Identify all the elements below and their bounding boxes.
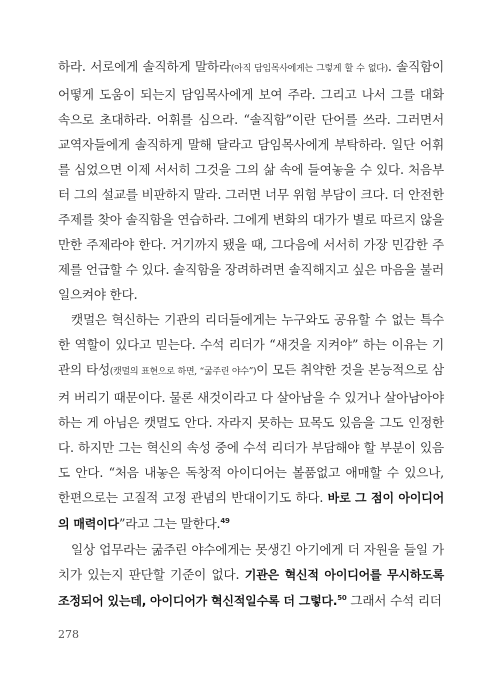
paragraph-2-text-3: ”라고 그는 말한다.	[118, 516, 221, 531]
footnote-ref-50: 50	[337, 594, 347, 602]
paragraph-3-text-1: 일상 업무라는 굶주린 야수에게는 못생긴 아기에게 더 자원을 들일 가치가 있는지 판단할 기준이 없다.	[58, 542, 444, 582]
paragraph-3	[58, 537, 444, 614]
page-number: 278	[58, 628, 79, 641]
paragraph-2-emphasis: 바로 그 점이 아이디어의 매력이다	[58, 491, 444, 531]
paragraph-3-emphasis: 기관은 혁신적 아이디어를 무시하도록 조정되어 있는데, 아이디어가 혁신적일수록 더 그렇다.	[58, 568, 444, 608]
paragraph-2-aside: (캣멀의 표현으로 하면, “굶주린 야수”)	[109, 367, 257, 377]
paragraph-1-text-1: 하라. 서로에게 솔직하게 말하라	[58, 59, 231, 74]
paragraph-2-text-2: 이 모든 취약한 것을 본능적으로 삼켜 버리기 때문이다. 물론 새것이라고 다 살아남을 수 있거나 살아남아야 하는 게 아님은 캣멀도 안다. 자라지 못하는 묘목도 있음을 그도 인정한다. 하지만 그는 혁신의 속성 중에 수석 리더가 부담해야 할 부분이 있음도 안다. “처음 내놓은 독창적 아이디어는 볼품없고 애매할 수 있으나, 한편으로는 고질적 고정 관념의 반대이기도 하다.	[58, 362, 444, 505]
paragraph-1-text-2: . 솔직함이 어떻게 도움이 되는지 담임목사에게 보여 주라. 그리고 나서 그를 대화 속으로 초대하라. 어휘를 심으라. “솔직함”이란 단어를 쓰라. 그러면서 교역자들에게 솔직하게 말해 달라고 담임목사에게 부탁하라. 일단 어휘를 심었으면 이제 서서히 그것을 그의 삶 속에 들여놓을 수 있다. 처음부터 그의 설교를 비판하지 말라. 그러면 너무 위험 부담이 크다. 더 안전한 주제를 찾아 솔직함을 연습하라. 그에게 변화의 대가가 별로 따르지 않을 만한 주제라야 한다. 거기까지 됐을 때, 그다음에 서서히 가장 민감한 주제를 언급할 수 있다. 솔직함을 장려하려면 솔직해지고 싶은 마음을 불러일으켜야 한다.	[58, 59, 445, 302]
footnote-ref-49: 49	[220, 517, 230, 525]
paragraph-3-text-2: 그래서 수석 리더	[346, 593, 442, 608]
body-text	[58, 54, 444, 614]
paragraph-1-aside: (아직 담임목사에게는 그렇게 할 수 없다)	[230, 64, 388, 74]
paragraph-2-text-1: 캣멀은 혁신하는 기관의 리더들에게는 누구와도 공유할 수 없는 특수한 역할이 있다고 믿는다. 수석 리더가 “새것을 지켜야” 하는 이유는 기관의 타성	[58, 312, 444, 377]
paragraph-2	[58, 307, 444, 537]
paragraph-1	[58, 54, 444, 307]
